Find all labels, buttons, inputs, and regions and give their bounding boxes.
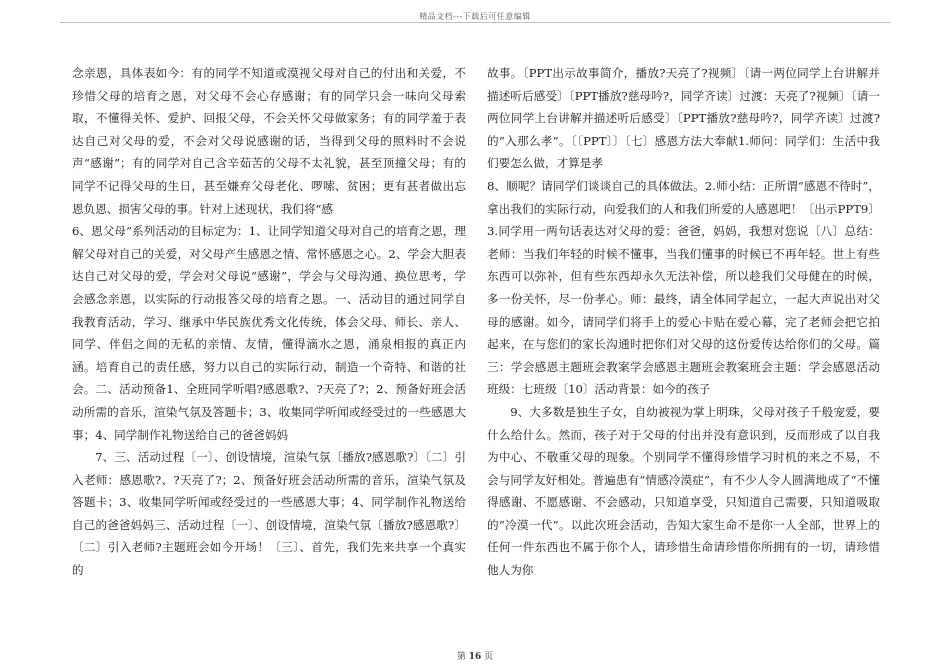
page-number-suffix: 页 [484,652,494,662]
left-column [72,62,466,582]
paragraph-left-2: 6、恩父母”系列活动的目标定为：1、让同学知道父母对自己的培育之恩，理解父母对自己的关爱，对父母产生感恩之情、常怀感恩之心。2、学会大胆表达自己对父母的爱，学会对父母说“感谢”，学会与父母沟通、换位思考，学会感念亲恩，以实际的行动报答父母的培育之恩。一、活动目的通过同学自我教育活动，学习、继承中华民族优秀文化传统，体会父母、师长、亲人、同学、伴侣之间的无私的亲情、友情，懂得滴水之恩，涌泉相报的真正内涵。培育自己的责任感，努力以自己的实际行动，制造一个奇特、和谐的社会。二、活动预备1、全班同学听唱?感恩歌?、?天亮了?；2、预备好班会活动所需的音乐，渲染气氛及答题卡；3、收集同学听闻或经受过的一些感恩大事；4、同学制作礼物送给自己的爸爸妈妈 [72,224,466,442]
paragraph-left-1: 念亲恩，具体表如今：有的同学不知道或漠视父母对自己的付出和关爱，不珍惜父母的培育之恩，对父母不会心存感谢；有的同学只会一味向父母索取，不懂得关怀、爱护、回报父母，不会关怀父母做家务；有的同学羞于表达自己对父母的爱，不会对父母说感谢的话，当得到父母的照料时不会说声“感谢”；有的同学对自己含辛茹苦的父母不太礼貌，甚至顶撞父母；有的同学不记得父母的生日，甚至嫌弃父母老化、啰嗦、贫困；更有甚者做出忘恩负恩、损害父母的事。针对上述现状，我们将“感 [72,66,466,216]
page-header: 精品文档---下载后可任意编辑 [419,12,531,21]
page-number: 16 [468,652,482,662]
header-divider [60,22,890,23]
page-footer [0,649,950,662]
paragraph-right-2: 8、顺呢？请同学们谈谈自己的具体做法。2.师小结：正所谓“感恩不待时”，拿出我们的实际行动，向爱我们的人和我们所爱的人感恩吧！〔出示PPT9〕3.同学用一两句话表达对父母的爱：爸爸，妈妈，我想对您说〔八〕总结：老师：当我们年轻的时候不懂事，当我们懂事的时候已不再年轻。世上有些东西可以弥补，但有些东西却永久无法补偿，所以趁我们父母健在的时候，多一份关怀，尽一份孝心。师：最终，请全体同学起立，一起大声说出对父母的感谢。如今，请同学们将手上的爱心卡贴在爱心幕，完了老师会把它拍起来，在与您们的家长沟通时把你们对父母的这份爱传达给你们的父母。篇三：学会感恩主题班会教案学会感恩主题班会教案班会主题：学会感恩活动班级：七班级〔10〕活动背景：如今的孩子 [487,178,880,397]
paragraph-right-3: 9、大多数是独生子女，自幼被视为掌上明珠，父母对孩子千般宠爱，要什么给什么。然而，孩子对于父母的付出并没有意识到，反而形成了以自我为中心、不敬重父母的现象。个别同学不懂得珍惜学习时机的来之不易，不会与同学友好相处。普遍患有“情感冷漠症”，有不少人令人圆满地成了“不懂得感谢、不愿感谢、不会感动，只知道享受，只知道自己需要，只知道吸取的“冷漠一代”。以此次班会活动，告知大家生命不是你一人全部，世界上的任何一件东西也不属于你个人，请珍惜生命请珍惜你所拥有的一切，请珍惜他人为你 [487,404,880,578]
paragraph-left-3: 7、三、活动过程〔一〕、创设情境，渲染气氛〔播放?感恩歌?〕〔二〕引入老师：感恩歌?、?天亮了?；2、预备好班会活动所需的音乐，渲染气氛及答题卡；3、收集同学听闻或经受过的一些感恩大事；4、同学制作礼物送给自己的爸爸妈妈三、活动过程〔一〕、创设情境，渲染气氛〔播放?感恩歌?〕〔二〕引入老师?主题班会如今开场！〔三〕、首先，我们先来共享一个真实的 [72,450,466,578]
right-column [487,62,880,582]
paragraph-right-1: 故事。〔PPT出示故事简介，播放?天亮了?视频〕〔请一两位同学上台讲解并描述听后感受〕〔PPT播放?慈母吟?，同学齐读〕过渡：天亮了?视频〕〔请一两位同学上台讲解并描述听后感受〕〔PPT播放?慈母吟?，同学齐读〕过渡?的“入那么孝”。〔〔PPT〕〕〔七〕感恩方法大奉献1.师问：同学们：生活中我们要怎么做，才算是孝 [487,66,880,171]
page-number-prefix: 第 [456,652,466,662]
